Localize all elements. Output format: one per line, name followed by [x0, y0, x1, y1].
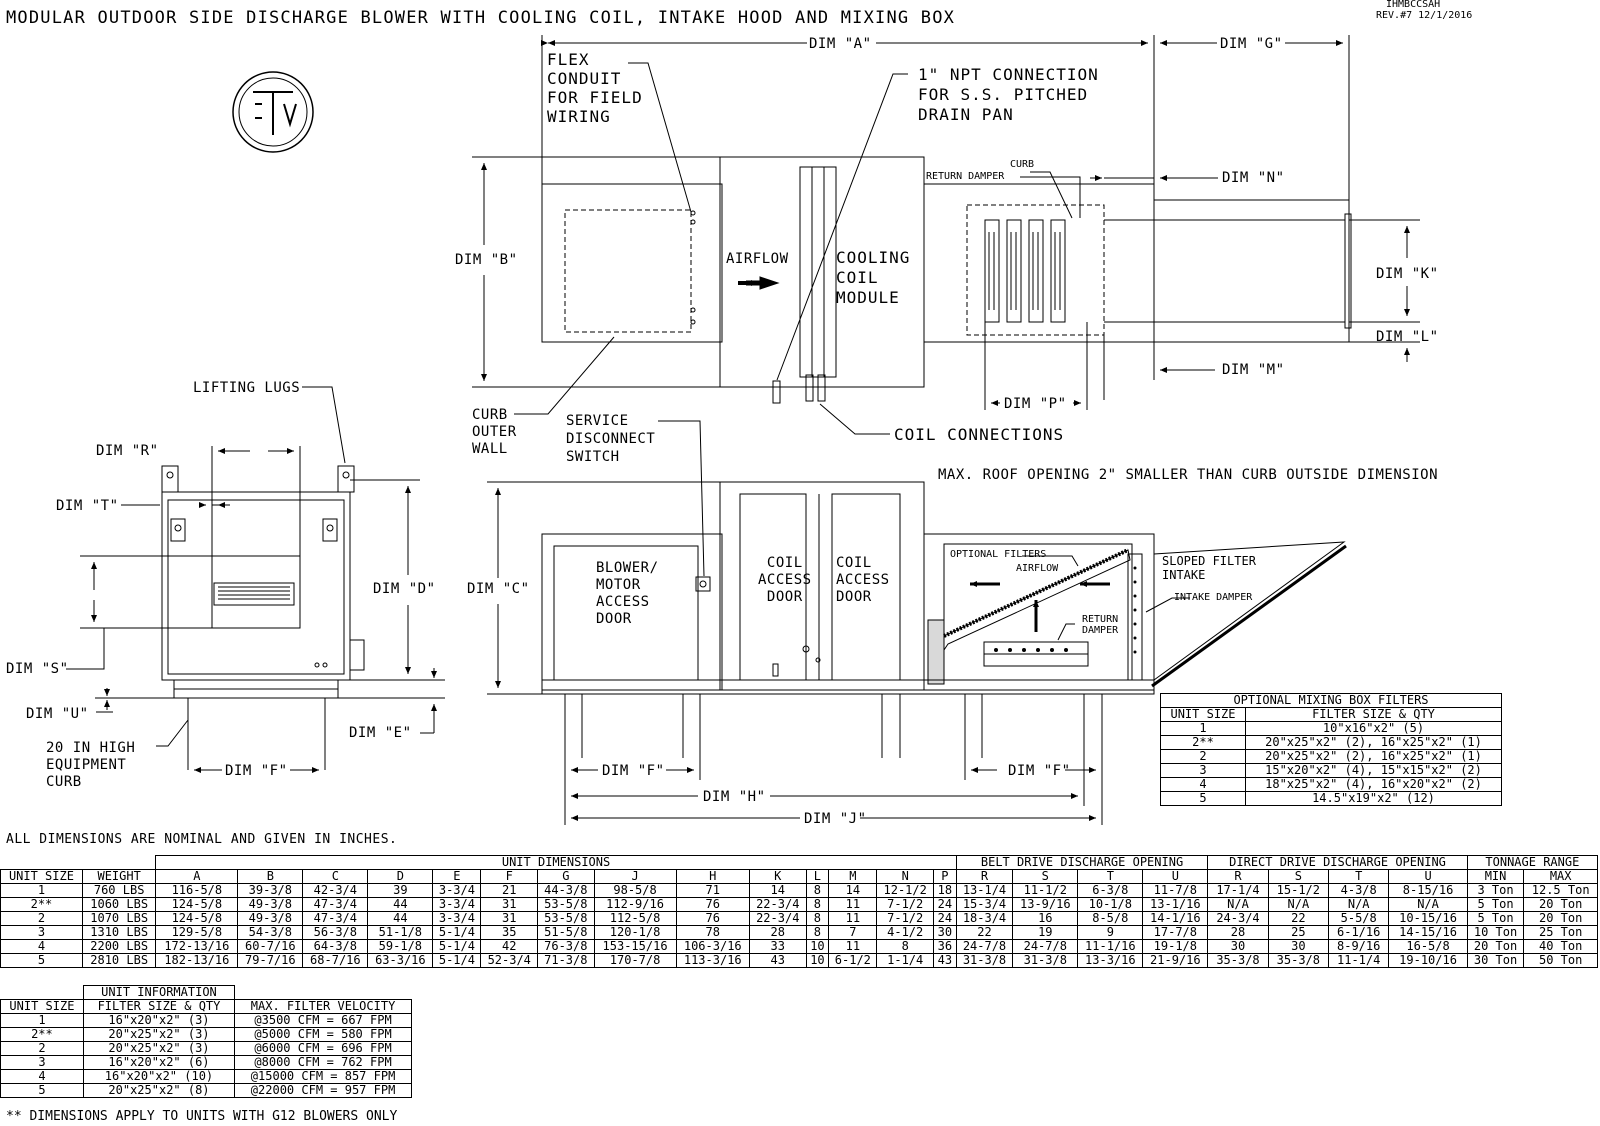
revision-label: REV.#7 12/1/2016: [1376, 10, 1473, 21]
table-cell: N/A: [1389, 898, 1467, 912]
dim-a-label: DIM "A": [809, 36, 872, 52]
table-cell: 153-15/16: [594, 940, 676, 954]
table-cell: 44-3/8: [538, 884, 595, 898]
dim-n-label: DIM "N": [1222, 170, 1285, 186]
table-cell: 2**: [1161, 736, 1246, 750]
dimension-table-row: [1, 884, 1598, 898]
table-cell: @3500 CFM = 667 FPM: [235, 1014, 412, 1028]
table-cell: 8-9/16: [1329, 940, 1389, 954]
npt-connection-label: 1" NPT CONNECTION FOR S.S. PITCHED DRAIN PAN: [918, 65, 1099, 124]
table-cell: 28: [749, 926, 806, 940]
table-cell: 16"x20"x2" (3): [83, 1014, 234, 1028]
table-cell: 30: [1268, 940, 1328, 954]
table-cell: 113-3/16: [676, 954, 749, 968]
dimension-header-cell: T: [1078, 870, 1143, 884]
table-cell: 79-7/16: [238, 954, 303, 968]
table-cell: 8-15/16: [1389, 884, 1467, 898]
unit-information-table: [0, 985, 412, 1098]
table-cell: 124-5/8: [156, 912, 238, 926]
dimension-header-cell: G: [538, 870, 595, 884]
table-cell: 4-1/2: [877, 926, 934, 940]
table-cell: 20 Ton: [1524, 898, 1598, 912]
table-cell: 2: [1, 1042, 84, 1056]
table-cell: 24: [933, 912, 956, 926]
table-cell: 36: [933, 940, 956, 954]
dimension-header-cell: MIN: [1467, 870, 1524, 884]
table-cell: 10 Ton: [1467, 926, 1524, 940]
table-cell: 4: [1161, 778, 1246, 792]
table-cell: 2**: [1, 898, 83, 912]
table-cell: 53-5/8: [538, 898, 595, 912]
table-cell: 40 Ton: [1524, 940, 1598, 954]
table-cell: 20"x25"x2" (2), 16"x25"x2" (1): [1246, 750, 1502, 764]
table-cell: 31-3/8: [956, 954, 1013, 968]
table-cell: 39: [368, 884, 433, 898]
dim-h-label: DIM "H": [703, 789, 766, 805]
dimension-table-row: [1, 926, 1598, 940]
drawing-title: MODULAR OUTDOOR SIDE DISCHARGE BLOWER WITH COOLING COIL, INTAKE HOOD AND MIXING BOX: [6, 8, 956, 28]
dim-k-label: DIM "K": [1376, 266, 1439, 282]
dimension-header-cell: P: [933, 870, 956, 884]
dimension-header-cell: E: [433, 870, 481, 884]
table-cell: 47-3/4: [303, 898, 368, 912]
table-cell: @8000 CFM = 762 FPM: [235, 1056, 412, 1070]
table-cell: N/A: [1329, 898, 1389, 912]
dimension-header-cell: N: [877, 870, 934, 884]
table-cell: 2200 LBS: [82, 940, 155, 954]
dimension-header-cell: M: [829, 870, 877, 884]
dimension-header-cell: UNIT SIZE: [1, 870, 83, 884]
table-cell: 20"x25"x2" (3): [83, 1028, 234, 1042]
dim-f-side-left-label: DIM "F": [602, 763, 665, 779]
table-cell: 44: [368, 912, 433, 926]
dim-e-label: DIM "E": [349, 725, 412, 741]
dim-m-label: DIM "M": [1222, 362, 1285, 378]
table-cell: 51-5/8: [538, 926, 595, 940]
table-cell: 30: [1208, 940, 1268, 954]
table-cell: 20"x25"x2" (8): [83, 1084, 234, 1098]
dimension-header-cell: MAX: [1524, 870, 1598, 884]
table-cell: 14: [829, 884, 877, 898]
table-cell: 14: [749, 884, 806, 898]
service-disconnect-label: SERVICE DISCONNECT SWITCH: [566, 413, 656, 465]
dim-s-label: DIM "S": [6, 661, 69, 677]
table-cell: 9: [1078, 926, 1143, 940]
table-cell: @5000 CFM = 580 FPM: [235, 1028, 412, 1042]
table-cell: 17-1/4: [1208, 884, 1268, 898]
dim-d-label: DIM "D": [373, 581, 436, 597]
airflow-label: AIRFLOW: [726, 251, 789, 267]
g12-blower-footnote: ** DIMENSIONS APPLY TO UNITS WITH G12 BLOWERS ONLY: [6, 1109, 398, 1124]
dimension-header-cell: U: [1389, 870, 1467, 884]
mixing-box-filters-table: [1160, 693, 1502, 806]
dim-l-label: DIM "L": [1376, 329, 1439, 345]
dimension-header-cell: WEIGHT: [82, 870, 155, 884]
table-cell: 8: [806, 884, 829, 898]
table-cell: 8: [806, 926, 829, 940]
table-cell: 2810 LBS: [82, 954, 155, 968]
table-cell: 16"x20"x2" (6): [83, 1056, 234, 1070]
table-cell: 16-5/8: [1389, 940, 1467, 954]
dim-f-end-label: DIM "F": [225, 763, 288, 779]
table-cell: 760 LBS: [82, 884, 155, 898]
table-cell: 5-1/4: [433, 940, 481, 954]
table-cell: 35-3/8: [1208, 954, 1268, 968]
table-cell: 21: [481, 884, 538, 898]
table-cell: 76: [676, 898, 749, 912]
sloped-filter-intake-label: SLOPED FILTER INTAKE: [1162, 554, 1256, 582]
table-cell: 49-3/8: [238, 898, 303, 912]
table-cell: 31: [481, 898, 538, 912]
table-cell: 43: [933, 954, 956, 968]
table-cell: 6-1/16: [1329, 926, 1389, 940]
table-cell: 2: [1, 912, 83, 926]
table-cell: 33: [749, 940, 806, 954]
table-cell: 18: [933, 884, 956, 898]
table-cell: 10-15/16: [1389, 912, 1467, 926]
table-cell: 28: [1208, 926, 1268, 940]
table-cell: 20"x25"x2" (2), 16"x25"x2" (1): [1246, 736, 1502, 750]
table-cell: 54-3/8: [238, 926, 303, 940]
dim-u-label: DIM "U": [26, 706, 89, 722]
document-id: IHMBCCSAH: [1386, 0, 1441, 10]
mixing-table-row: [1161, 750, 1502, 764]
unit-information-row: [1, 1070, 412, 1084]
table-cell: 3 Ton: [1467, 884, 1524, 898]
table-cell: 44: [368, 898, 433, 912]
return-damper-label: RETURN DAMPER: [926, 171, 1005, 182]
mixing-table-header: UNIT SIZE FILTER SIZE & QTY: [1161, 708, 1502, 722]
optional-filters-label: OPTIONAL FILTERS: [950, 549, 1047, 560]
table-cell: 52-3/4: [481, 954, 538, 968]
table-cell: 98-5/8: [594, 884, 676, 898]
table-cell: 182-13/16: [156, 954, 238, 968]
lifting-lugs-label: LIFTING LUGS: [193, 380, 301, 396]
table-cell: 12-1/2: [877, 884, 934, 898]
table-cell: 5-5/8: [1329, 912, 1389, 926]
etl-listed-logo: [233, 72, 313, 152]
table-cell: 120-1/8: [594, 926, 676, 940]
table-cell: 51-1/8: [368, 926, 433, 940]
table-cell: 14.5"x19"x2" (12): [1246, 792, 1502, 806]
group-unit-dimensions: UNIT DIMENSIONS: [156, 856, 956, 870]
dimension-header-cell: C: [303, 870, 368, 884]
dimension-header-cell: D: [368, 870, 433, 884]
table-cell: 5 Ton: [1467, 898, 1524, 912]
table-cell: 2**: [1, 1028, 84, 1042]
table-cell: 22: [956, 926, 1013, 940]
dimension-header-cell: K: [749, 870, 806, 884]
airflow-mixing-label: AIRFLOW: [1016, 563, 1059, 574]
nominal-dimensions-note: ALL DIMENSIONS ARE NOMINAL AND GIVEN IN INCHES.: [6, 832, 398, 847]
table-cell: 30 Ton: [1467, 954, 1524, 968]
table-cell: 15-3/4: [956, 898, 1013, 912]
table-cell: 10: [806, 954, 829, 968]
table-cell: 71-3/8: [538, 954, 595, 968]
table-cell: 3-3/4: [433, 898, 481, 912]
table-cell: @22000 CFM = 957 FPM: [235, 1084, 412, 1098]
table-cell: 19-1/8: [1143, 940, 1208, 954]
table-cell: 5 Ton: [1467, 912, 1524, 926]
table-cell: 16: [1013, 912, 1078, 926]
dimension-table-row: [1, 898, 1598, 912]
table-cell: 1-1/4: [877, 954, 934, 968]
dimension-table-groups: [1, 856, 1598, 870]
table-cell: 53-5/8: [538, 912, 595, 926]
table-cell: 11-7/8: [1143, 884, 1208, 898]
dim-j-label: DIM "J": [804, 811, 867, 827]
dim-b-label: DIM "B": [455, 252, 518, 268]
table-cell: 25 Ton: [1524, 926, 1598, 940]
table-cell: 112-9/16: [594, 898, 676, 912]
mixing-table-row: [1161, 778, 1502, 792]
table-cell: 7-1/2: [877, 898, 934, 912]
table-cell: 1070 LBS: [82, 912, 155, 926]
table-cell: 43: [749, 954, 806, 968]
mixing-table-title: OPTIONAL MIXING BOX FILTERS: [1161, 694, 1502, 708]
table-cell: 8: [877, 940, 934, 954]
table-cell: 13-9/16: [1013, 898, 1078, 912]
table-cell: 112-5/8: [594, 912, 676, 926]
dimension-table-row: [1, 954, 1598, 968]
table-cell: @15000 CFM = 857 FPM: [235, 1070, 412, 1084]
table-cell: 11: [829, 940, 877, 954]
table-cell: 22-3/4: [749, 912, 806, 926]
table-cell: 129-5/8: [156, 926, 238, 940]
curb-outer-wall-label: CURB OUTER WALL: [472, 407, 517, 457]
max-roof-opening-note: MAX. ROOF OPENING 2" SMALLER THAN CURB OUTSIDE DIMENSION: [938, 467, 1439, 483]
table-cell: 31: [481, 912, 538, 926]
dimension-header-cell: S: [1013, 870, 1078, 884]
table-cell: 63-3/16: [368, 954, 433, 968]
table-cell: 3-3/4: [433, 912, 481, 926]
table-cell: 68-7/16: [303, 954, 368, 968]
table-cell: 11-1/4: [1329, 954, 1389, 968]
table-cell: @6000 CFM = 696 FPM: [235, 1042, 412, 1056]
table-cell: 16"x20"x2" (10): [83, 1070, 234, 1084]
coil-connections-label: COIL CONNECTIONS: [894, 425, 1065, 444]
unit-information-row: [1, 1014, 412, 1028]
table-cell: 24: [933, 898, 956, 912]
table-cell: 19-10/16: [1389, 954, 1467, 968]
table-cell: 25: [1268, 926, 1328, 940]
mixing-table-row: [1161, 722, 1502, 736]
table-cell: 24-7/8: [956, 940, 1013, 954]
table-cell: 4: [1, 940, 83, 954]
table-cell: 49-3/8: [238, 912, 303, 926]
table-cell: 14-15/16: [1389, 926, 1467, 940]
table-cell: 11: [829, 898, 877, 912]
table-cell: 8: [806, 912, 829, 926]
table-cell: 76: [676, 912, 749, 926]
table-cell: 71: [676, 884, 749, 898]
table-cell: 3: [1, 926, 83, 940]
table-cell: 4-3/8: [1329, 884, 1389, 898]
table-cell: 3-3/4: [433, 884, 481, 898]
table-cell: 10: [806, 940, 829, 954]
table-cell: 64-3/8: [303, 940, 368, 954]
table-cell: 5-1/4: [433, 954, 481, 968]
flex-conduit-label: FLEX CONDUIT FOR FIELD WIRING: [547, 50, 643, 126]
mixing-table-row: [1161, 764, 1502, 778]
table-cell: 15"x20"x2" (4), 15"x15"x2" (2): [1246, 764, 1502, 778]
table-cell: 10"x16"x2" (5): [1246, 722, 1502, 736]
table-cell: 35: [481, 926, 538, 940]
table-cell: 3: [1161, 764, 1246, 778]
table-cell: 170-7/8: [594, 954, 676, 968]
dim-t-label: DIM "T": [56, 498, 119, 514]
mixing-table-row: [1161, 792, 1502, 806]
dim-f-side-right-label: DIM "F": [1008, 763, 1071, 779]
table-cell: 30: [933, 926, 956, 940]
table-cell: 8-5/8: [1078, 912, 1143, 926]
unit-information-title: UNIT INFORMATION: [83, 986, 234, 1000]
table-cell: 50 Ton: [1524, 954, 1598, 968]
dim-p-label: DIM "P": [1004, 396, 1067, 412]
table-cell: 10-1/8: [1078, 898, 1143, 912]
table-cell: N/A: [1268, 898, 1328, 912]
dimension-header-cell: J: [594, 870, 676, 884]
table-cell: 39-3/8: [238, 884, 303, 898]
table-cell: 13-1/4: [956, 884, 1013, 898]
table-cell: 35-3/8: [1268, 954, 1328, 968]
dim-g-label: DIM "G": [1220, 36, 1283, 52]
table-cell: 60-7/16: [238, 940, 303, 954]
table-cell: 106-3/16: [676, 940, 749, 954]
table-cell: 24-7/8: [1013, 940, 1078, 954]
table-cell: 42-3/4: [303, 884, 368, 898]
table-cell: 1060 LBS: [82, 898, 155, 912]
table-cell: 7-1/2: [877, 912, 934, 926]
dim-c-label: DIM "C": [467, 581, 530, 597]
dimension-table-row: [1, 940, 1598, 954]
table-cell: 7: [829, 926, 877, 940]
table-cell: 13-3/16: [1078, 954, 1143, 968]
dimension-table-row: [1, 912, 1598, 926]
table-cell: 21-9/16: [1143, 954, 1208, 968]
table-cell: 124-5/8: [156, 898, 238, 912]
table-cell: 42: [481, 940, 538, 954]
table-cell: 18-3/4: [956, 912, 1013, 926]
table-cell: 13-1/16: [1143, 898, 1208, 912]
table-cell: 6-3/8: [1078, 884, 1143, 898]
table-cell: N/A: [1208, 898, 1268, 912]
dimension-header-cell: U: [1143, 870, 1208, 884]
table-cell: 5: [1161, 792, 1246, 806]
curb-label: CURB: [1010, 159, 1035, 170]
dimension-header-cell: T: [1329, 870, 1389, 884]
equipment-curb-label: 20 IN HIGH EQUIPMENT CURB: [46, 740, 136, 790]
table-cell: 5-1/4: [433, 926, 481, 940]
mixing-table-row: [1161, 736, 1502, 750]
unit-information-row: [1, 1042, 412, 1056]
dimension-header-cell: S: [1268, 870, 1328, 884]
table-cell: 20 Ton: [1467, 940, 1524, 954]
table-cell: 15-1/2: [1268, 884, 1328, 898]
dimension-header-cell: L: [806, 870, 829, 884]
unit-information-header: UNIT SIZE FILTER SIZE & QTY MAX. FILTER VELOCITY: [1, 1000, 412, 1014]
table-cell: 3: [1, 1056, 84, 1070]
table-cell: 24-3/4: [1208, 912, 1268, 926]
coil-access-door-1-label: COIL ACCESS DOOR: [758, 555, 812, 605]
table-cell: 172-13/16: [156, 940, 238, 954]
table-cell: 78: [676, 926, 749, 940]
return-damper-side-label: RETURN DAMPER: [1082, 614, 1119, 636]
cooling-coil-label: COOLING COIL MODULE: [836, 248, 911, 307]
dimension-header-cell: H: [676, 870, 749, 884]
table-cell: 76-3/8: [538, 940, 595, 954]
dimension-header-cell: B: [238, 870, 303, 884]
table-cell: 56-3/8: [303, 926, 368, 940]
coil-access-door-2-label: COIL ACCESS DOOR: [836, 555, 890, 605]
table-cell: 4: [1, 1070, 84, 1084]
intake-damper-label: INTAKE DAMPER: [1174, 592, 1253, 603]
table-cell: 6-1/2: [829, 954, 877, 968]
table-cell: 11: [829, 912, 877, 926]
group-tonnage-range: TONNAGE RANGE: [1467, 856, 1597, 870]
table-cell: 1310 LBS: [82, 926, 155, 940]
table-cell: 5: [1, 1084, 84, 1098]
dimension-header-cell: R: [956, 870, 1013, 884]
unit-information-row: [1, 1056, 412, 1070]
dimension-header-cell: R: [1208, 870, 1268, 884]
dimension-table-header: [1, 870, 1598, 884]
table-cell: 11-1/16: [1078, 940, 1143, 954]
unit-information-row: [1, 1084, 412, 1098]
table-cell: 11-1/2: [1013, 884, 1078, 898]
table-cell: 22: [1268, 912, 1328, 926]
table-cell: 2: [1161, 750, 1246, 764]
table-cell: 5: [1, 954, 83, 968]
table-cell: 1: [1, 884, 83, 898]
table-cell: 47-3/4: [303, 912, 368, 926]
table-cell: 8: [806, 898, 829, 912]
unit-information-row: [1, 1028, 412, 1042]
group-direct-drive: DIRECT DRIVE DISCHARGE OPENING: [1208, 856, 1467, 870]
table-cell: 31-3/8: [1013, 954, 1078, 968]
table-cell: 14-1/16: [1143, 912, 1208, 926]
table-cell: 19: [1013, 926, 1078, 940]
blower-access-door-label: BLOWER/ MOTOR ACCESS DOOR: [596, 560, 659, 627]
table-cell: 17-7/8: [1143, 926, 1208, 940]
table-cell: 22-3/4: [749, 898, 806, 912]
dimension-header-cell: A: [156, 870, 238, 884]
table-cell: 1: [1, 1014, 84, 1028]
dimension-header-cell: F: [481, 870, 538, 884]
table-cell: 59-1/8: [368, 940, 433, 954]
group-belt-drive: BELT DRIVE DISCHARGE OPENING: [956, 856, 1208, 870]
unit-dimensions-table: [0, 855, 1598, 968]
table-cell: 18"x25"x2" (4), 16"x20"x2" (2): [1246, 778, 1502, 792]
dim-r-label: DIM "R": [96, 443, 159, 459]
table-cell: 116-5/8: [156, 884, 238, 898]
table-cell: 20 Ton: [1524, 912, 1598, 926]
table-cell: 12.5 Ton: [1524, 884, 1598, 898]
table-cell: 1: [1161, 722, 1246, 736]
table-cell: 20"x25"x2" (3): [83, 1042, 234, 1056]
